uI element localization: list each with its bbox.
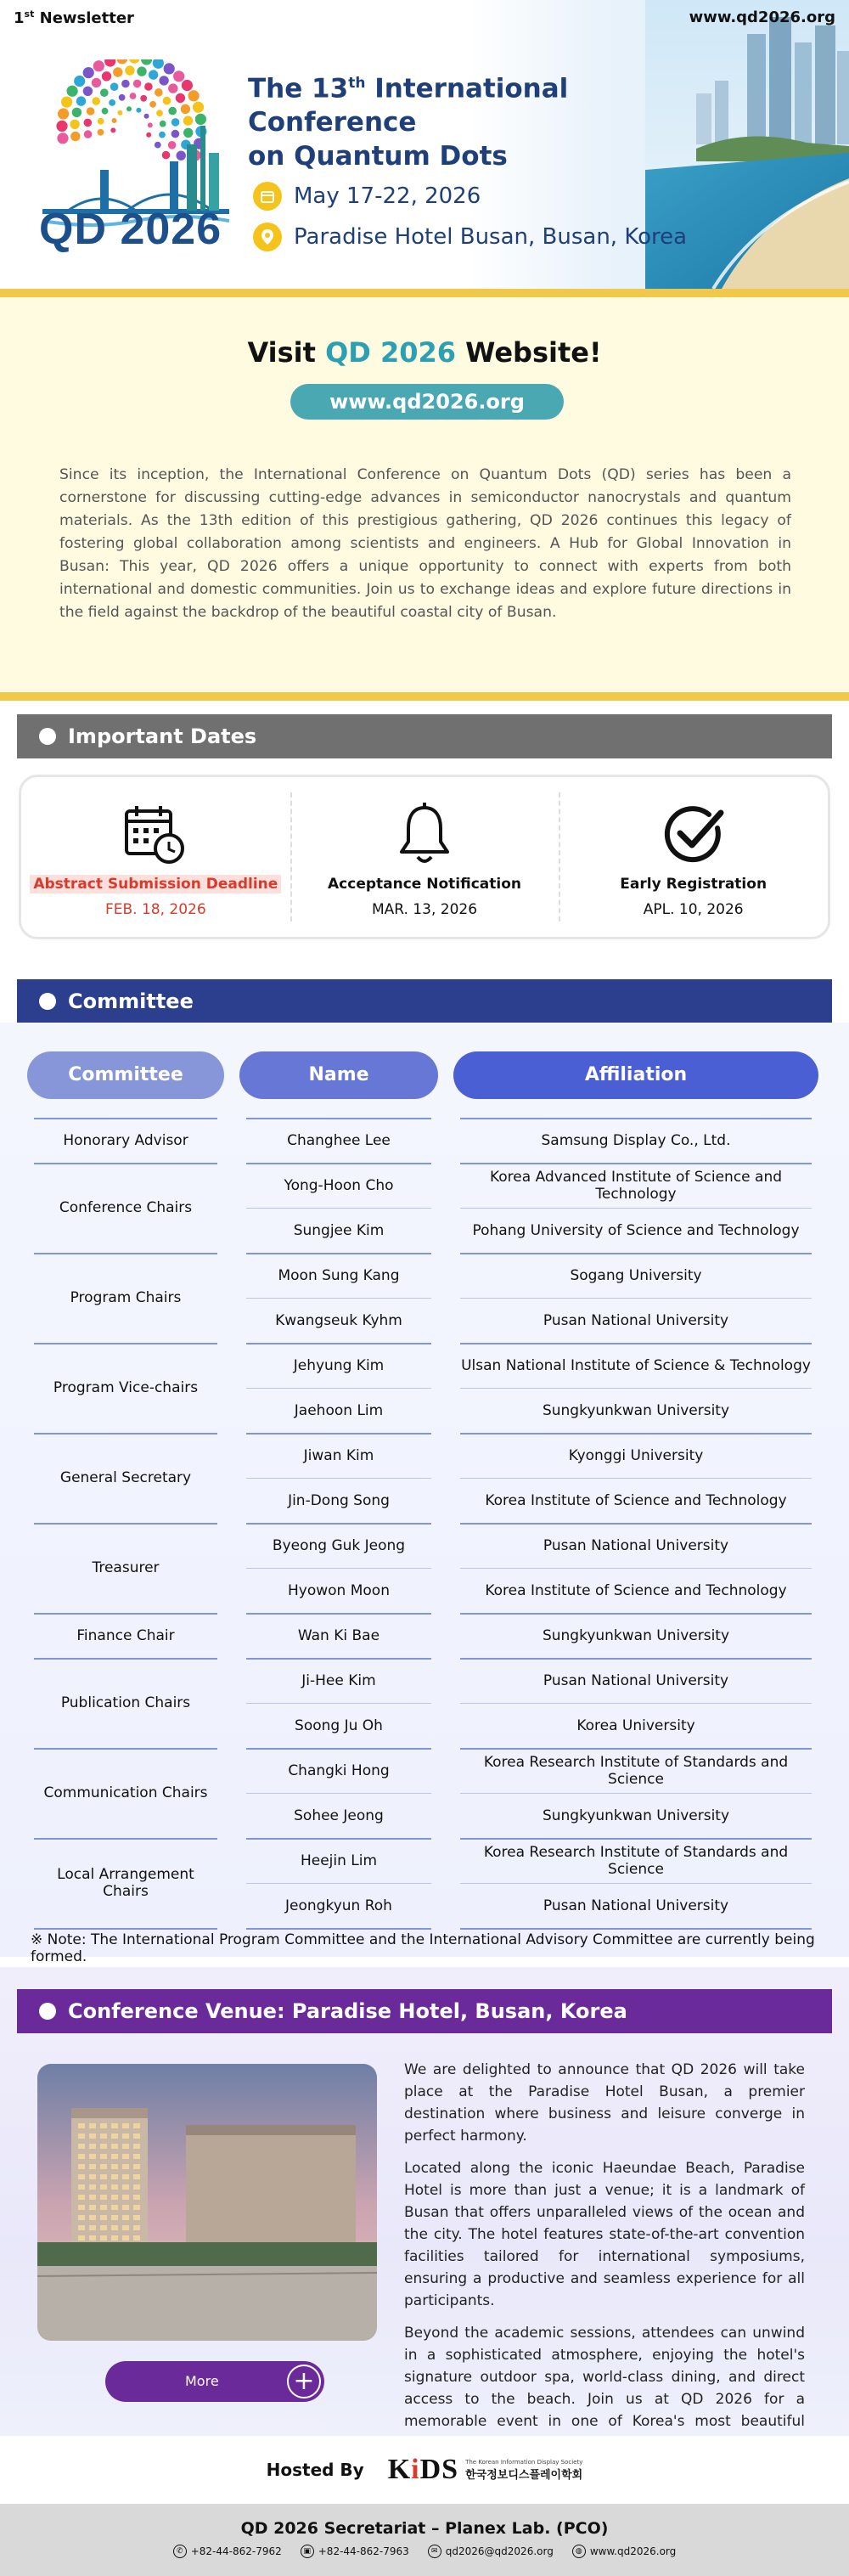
phone-icon: ✆ xyxy=(173,2545,187,2558)
footer-contacts xyxy=(0,2545,849,2558)
date-item-abstract xyxy=(21,777,290,937)
location-pin-icon xyxy=(253,223,282,251)
date-row xyxy=(253,182,481,211)
paradise-hotel-photo xyxy=(37,2064,377,2341)
member-affiliation: Sungkyunkwan University xyxy=(542,1807,730,1824)
venue-paragraph: Located along the iconic Haeundae Beach, Paradise Hotel is more than just a venue; it is a landmark of Busan that offers unparalleled views of the ocean and the city. The hotel features state-of-the-art convention facilities tailored for international symposiums, ensuring a productive and seamless experience for all participants. xyxy=(404,2160,805,2309)
name-column-header: Name xyxy=(239,1051,438,1099)
member-name: Jiwan Kim xyxy=(303,1446,374,1464)
member-affiliation: Korea Institute of Science and Technology xyxy=(485,1491,787,1509)
member-name: Jeongkyun Roh xyxy=(285,1897,392,1914)
member-affiliation: Sogang University xyxy=(570,1266,702,1284)
phone-contact[interactable]: ✆ +82-44-862-7962 xyxy=(173,2545,282,2558)
important-dates-card xyxy=(19,775,830,939)
venue-paragraph: We are delighted to announce that QD 2026 will take place at the Paradise Hotel Busan, a premier destination where business and leisure converge in perfect harmony. xyxy=(404,2061,805,2145)
date-label: Early Registration xyxy=(620,876,767,893)
member-affiliation: Pusan National University xyxy=(543,1897,729,1914)
committee-role: General Secretary xyxy=(59,1469,192,1486)
member-name: Changki Hong xyxy=(288,1761,390,1779)
header-divider xyxy=(0,289,849,297)
date-value: APL. 10, 2026 xyxy=(643,901,744,918)
email-icon: ✉ xyxy=(428,2545,441,2558)
globe-icon: ◍ xyxy=(572,2545,586,2558)
web-contact[interactable]: ◍ www.qd2026.org xyxy=(572,2545,676,2558)
member-name: Jaehoon Lim xyxy=(294,1401,384,1419)
bullet-icon xyxy=(39,993,56,1010)
member-name: Yong-Hoon Cho xyxy=(284,1176,394,1194)
header-banner xyxy=(0,0,849,289)
footer xyxy=(0,2504,849,2576)
venue-description xyxy=(404,2059,805,2465)
calendar-icon xyxy=(253,182,282,211)
committee-role: Finance Chair xyxy=(76,1626,175,1644)
kids-wordmark: KiDS xyxy=(387,2454,459,2485)
member-affiliation: Pusan National University xyxy=(543,1311,729,1329)
kids-logo xyxy=(388,2454,583,2486)
location-row xyxy=(253,223,687,251)
visit-section xyxy=(0,297,849,692)
header-url[interactable]: www.qd2026.org xyxy=(689,8,835,26)
check-circle-icon xyxy=(661,803,726,867)
member-name: Jin-Dong Song xyxy=(288,1491,390,1509)
secretariat-title: QD 2026 Secretariat – Planex Lab. (PCO) xyxy=(240,2519,609,2538)
venue-more-button[interactable]: More + xyxy=(105,2361,324,2402)
email-contact[interactable]: ✉ qd2026@qd2026.org xyxy=(428,2545,554,2558)
date-item-acceptance xyxy=(290,777,559,937)
date-label: Abstract Submission Deadline xyxy=(21,876,290,893)
calendar-clock-icon xyxy=(121,803,189,867)
member-affiliation: Korea Advanced Institute of Science and Technology xyxy=(489,1168,783,1203)
bullet-icon xyxy=(39,2003,56,2020)
kids-english-name: The Korean Information Display Society xyxy=(465,2458,583,2466)
member-name: Sungjee Kim xyxy=(293,1221,385,1239)
intro-paragraph: Since its inception, the International Conference on Quantum Dots (QD) series has been a cornerstone for discussing cutting-edge advances in semiconductor nanocrystals and quantum materials. As the 13th edition of this prestigious gathering, QD 2026 continues this legacy of fostering global collaboration among scientists and engineers. A Hub for Global Innovation in Busan: This year, QD 2026 offers a unique opportunity to connect with experts from both international and domestic communities. Join us to exchange ideas and explore future directions in the field against the backdrop of the beautiful coastal city of Busan. xyxy=(59,466,791,621)
conference-title: The 13th International Conference on Quantum Dots xyxy=(248,73,569,172)
member-affiliation: Pusan National University xyxy=(543,1671,729,1689)
member-affiliation: Kyonggi University xyxy=(568,1446,704,1464)
member-affiliation: Korea University xyxy=(576,1716,695,1734)
hosted-label: Hosted By xyxy=(266,2460,364,2480)
date-value: MAR. 13, 2026 xyxy=(372,901,478,918)
visit-divider xyxy=(0,692,849,701)
visit-title: Visit QD 2026 Website! xyxy=(247,336,602,369)
committee-note: ※ Note: The International Program Committee and the International Advisory Committee are currently being formed. xyxy=(31,1931,815,1965)
committee-section xyxy=(0,1023,849,1965)
member-name: Byeong Guk Jeong xyxy=(272,1536,406,1554)
conference-location: Paradise Hotel Busan, Busan, Korea xyxy=(294,224,688,250)
date-item-registration xyxy=(559,777,828,937)
member-affiliation: Sungkyunkwan University xyxy=(542,1401,730,1419)
member-affiliation: Sungkyunkwan University xyxy=(542,1626,730,1644)
plus-icon: + xyxy=(287,2365,321,2398)
member-affiliation: Samsung Display Co., Ltd. xyxy=(541,1131,731,1149)
committee-role: Communication Chairs xyxy=(43,1784,208,1801)
committee-role: Publication Chairs xyxy=(60,1694,191,1711)
table-divider xyxy=(246,1928,431,1930)
bell-icon xyxy=(395,803,454,867)
committee-role: Treasurer xyxy=(92,1559,160,1576)
table-divider xyxy=(460,1928,812,1930)
date-label: Acceptance Notification xyxy=(328,876,521,893)
member-name: Wan Ki Bae xyxy=(297,1626,380,1644)
member-name: Jehyung Kim xyxy=(293,1356,385,1374)
member-name: Changhee Lee xyxy=(287,1131,391,1149)
member-name: Hyowon Moon xyxy=(288,1581,390,1599)
committee-role: Local Arrangement Chairs xyxy=(57,1866,194,1900)
affiliation-column-header: Affiliation xyxy=(453,1051,818,1099)
member-affiliation: Korea Institute of Science and Technology xyxy=(485,1581,787,1599)
member-name: Kwangseuk Kyhm xyxy=(275,1311,402,1329)
logo-text: QD 2026 xyxy=(39,205,222,254)
committee-role: Conference Chairs xyxy=(59,1199,193,1216)
hosted-by xyxy=(0,2436,849,2504)
committee-role: Program Chairs xyxy=(70,1289,182,1306)
member-affiliation: Ulsan National Institute of Science & Technology xyxy=(461,1356,811,1374)
member-name: Moon Sung Kang xyxy=(278,1266,400,1284)
member-name: Ji-Hee Kim xyxy=(301,1671,376,1689)
fax-contact[interactable]: ▣ +82-44-862-7963 xyxy=(301,2545,409,2558)
visit-website-button[interactable]: www.qd2026.org xyxy=(290,384,564,420)
venue-header: Conference Venue: Paradise Hotel, Busan, Korea xyxy=(17,1989,832,2033)
member-affiliation: Pohang University of Science and Technology xyxy=(472,1221,800,1239)
venue-paragraph: Beyond the academic sessions, attendees can unwind in a sophisticated atmosphere, enjoying the hotel's signature outdoor spa, world-class dining, and direct access to the beach. Join us at QD 2026 for a memorable event in one of Korea's most beautiful xyxy=(404,2325,805,2430)
committee-header: Committee xyxy=(17,979,832,1023)
member-affiliation: Korea Research Institute of Standards and Science xyxy=(483,1753,789,1788)
member-name: Soong Ju Oh xyxy=(295,1716,383,1734)
fax-icon: ▣ xyxy=(301,2545,314,2558)
newsletter-number: 1st Newsletter xyxy=(14,8,134,27)
important-dates-header: Important Dates xyxy=(17,714,832,758)
committee-column-header: Committee xyxy=(27,1051,224,1099)
member-name: Sohee Jeong xyxy=(294,1807,384,1824)
member-affiliation: Korea Research Institute of Standards and Science xyxy=(483,1843,789,1878)
conference-date: May 17-22, 2026 xyxy=(294,183,481,209)
committee-role: Honorary Advisor xyxy=(63,1131,188,1149)
committee-role: Program Vice-chairs xyxy=(53,1379,199,1396)
venue-section xyxy=(0,1967,849,2436)
bullet-icon xyxy=(39,728,56,745)
table-divider xyxy=(34,1928,217,1930)
member-name: Heejin Lim xyxy=(300,1852,378,1869)
member-affiliation: Pusan National University xyxy=(543,1536,729,1554)
kids-korean-name: 한국정보디스플레이학회 xyxy=(465,2468,583,2482)
date-value: FEB. 18, 2026 xyxy=(104,901,206,918)
